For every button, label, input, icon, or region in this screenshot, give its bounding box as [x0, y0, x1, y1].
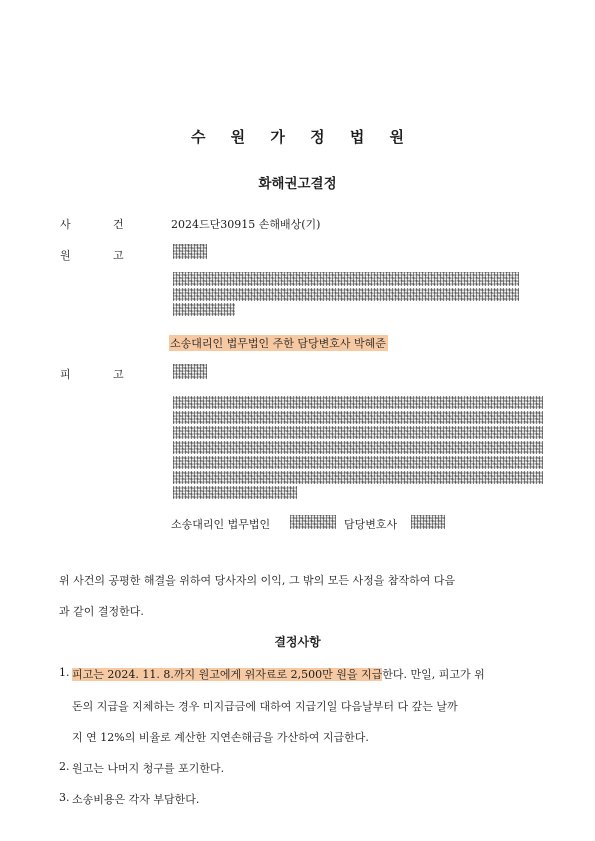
redacted-plaintiff-address — [173, 272, 519, 286]
defendant-attorney-prefix: 소송대리인 법무법인 — [171, 518, 271, 531]
item-1-line-3: 지 연 12%의 비율로 계산한 지연손해금을 가산하여 지급한다. — [72, 731, 369, 744]
defendant-attorney-suffix: 담당변호사 — [344, 518, 398, 531]
item-1-line-2: 돈의 지급을 지체하는 경우 미지급금에 대하여 지급기일 다음날부터 다 갚는 날까 — [72, 700, 458, 713]
redacted-defendant-firm — [290, 515, 336, 529]
plaintiff-label-2: 고 — [113, 249, 124, 262]
redacted-defendant-address — [173, 411, 543, 424]
plaintiff-attorney: 소송대리인 법무법인 주한 담당변호사 박혜준 — [170, 337, 386, 350]
defendant-label-2: 고 — [113, 368, 124, 381]
defendant-label-1: 피 — [60, 368, 71, 381]
intro-line-2: 과 같이 결정한다. — [59, 605, 144, 618]
case-label-2: 건 — [113, 218, 124, 231]
redacted-plaintiff-name — [173, 244, 207, 259]
redacted-defendant-attorney — [411, 515, 445, 529]
item-3-number: 3. — [59, 791, 70, 804]
intro-line-1: 위 사건의 공평한 해결을 위하여 당사자의 이익, 그 밖의 모든 사정을 참작하여 다음 — [59, 574, 456, 587]
item-3-text: 소송비용은 각자 부담한다. — [72, 793, 200, 806]
redacted-plaintiff-address — [173, 288, 519, 301]
redacted-plaintiff-address — [173, 303, 235, 316]
item-2-number: 2. — [59, 760, 70, 773]
item-1-rest: 한다. 만일, 피고가 위 — [382, 668, 485, 681]
plaintiff-label-1: 원 — [60, 249, 71, 262]
court-name: 수 원 가 정 법 원 — [190, 128, 415, 146]
section-title: 결정사항 — [274, 635, 321, 649]
redacted-defendant-address — [173, 471, 543, 484]
item-1-number: 1. — [59, 666, 70, 679]
redacted-defendant-address — [173, 456, 543, 469]
document-title: 화해권고결정 — [258, 176, 337, 192]
item-1-highlight: 피고는 2024. 11. 8.까지 원고에게 위자료로 2,500만 원을 지급 — [72, 668, 383, 681]
redacted-defendant-address — [173, 486, 297, 499]
redacted-defendant-address — [173, 441, 543, 454]
case-number: 2024드단30915 손해배상(기) — [171, 218, 321, 231]
case-label-1: 사 — [60, 218, 71, 231]
redacted-defendant-name — [173, 364, 207, 379]
redacted-defendant-address — [173, 396, 543, 409]
redacted-defendant-address — [173, 426, 543, 439]
item-2-text: 원고는 나머지 청구를 포기한다. — [72, 762, 225, 775]
item-1-first-line — [72, 666, 542, 682]
